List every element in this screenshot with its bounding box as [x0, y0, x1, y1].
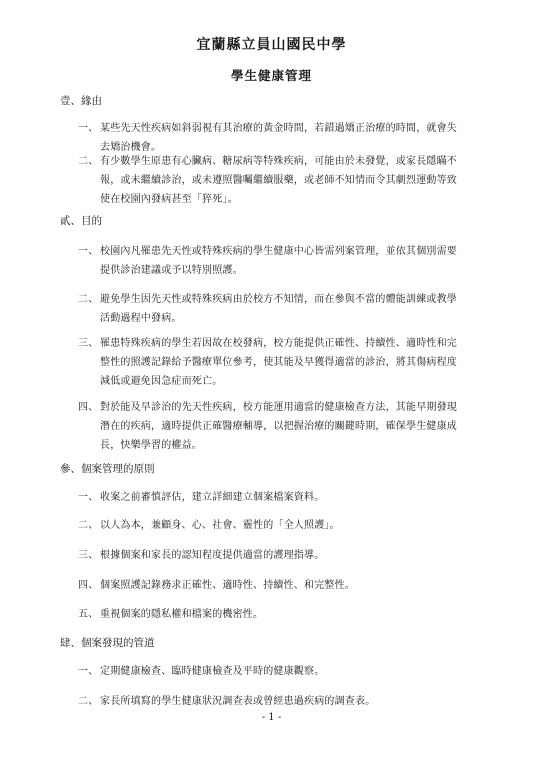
list-marker: 五、 [78, 609, 99, 620]
list-item [78, 488, 466, 507]
list-item-text: 定期健康檢查、臨時健康檢查及平時的健康觀察。 [100, 666, 325, 677]
list-item-text: 個案照護記錄務求正確性、適時性、持續性、和完整性。 [100, 580, 355, 591]
list-item-text: 罹患特殊疾病的學生若因故在校發病，校方能提供正確性、持續性、適時性和完整性的照護記錄給予醫療單位參考，使其能及早獲得適當的診治，將其傷病程度減低或避免因急症而死亡。 [100, 338, 457, 387]
list-item-text: 家長所填寫的學生健康狀況調查表或曾經患過疾病的調查表。 [100, 696, 376, 707]
list-marker: 二、 [78, 520, 99, 531]
list-item [78, 152, 466, 209]
list-marker: 一、 [78, 246, 99, 257]
list-item-text: 有少數學生原患有心臟病、糖尿病等特殊疾病，可能由於未發覺，或家長隱瞞不報，或未繼續診治，或未遵照醫囑繼續服藥，或老師不知情而令其劇烈運動等致使在校園內發病甚至「猝死」。 [100, 156, 457, 205]
page-number: - 1 - [261, 712, 282, 723]
list-marker: 二、 [78, 696, 99, 707]
list-marker: 三、 [78, 550, 99, 561]
section-heading: 肆、個案發現的管道 [60, 637, 155, 649]
list-marker: 一、 [78, 666, 99, 677]
list-item [78, 605, 466, 624]
list-marker: 四、 [78, 580, 99, 591]
section-heading: 壹、緣由 [60, 95, 102, 107]
list-item [78, 576, 466, 595]
list-item [78, 290, 466, 328]
list-item-text: 對於能及早診治的先天性疾病，校方能運用適當的健康檢查方法，其能早期發現潛在的疾病，適時提供正確醫療輔導，以把握治療的關鍵時期，確保學生健康成長，快樂學習的權益。 [100, 402, 457, 451]
list-marker: 一、 [78, 492, 99, 503]
list-item [78, 516, 466, 535]
list-item [78, 242, 466, 280]
document-subtitle: 學生健康管理 [230, 68, 312, 83]
list-marker: 二、 [78, 156, 99, 167]
list-marker: 一、 [78, 123, 99, 134]
list-item [78, 546, 466, 565]
list-item [78, 692, 466, 711]
list-item-text: 以人為本，兼顧身、心、社會、靈性的「全人照護」。 [100, 520, 340, 531]
document-title: 宜蘭縣立員山國民中學 [196, 37, 347, 53]
list-item-text: 避免學生因先天性或特殊疾病由於校方不知情，而在參與不當的體能訓練或教學活動過程中發病。 [100, 294, 457, 324]
list-item [78, 334, 466, 391]
section-heading: 參、個案管理的原則 [60, 463, 155, 475]
list-item-text: 重視個案的隱私權和檔案的機密性。 [100, 609, 264, 620]
section-heading: 貳、目的 [60, 215, 102, 227]
list-marker: 二、 [78, 294, 99, 305]
list-marker: 三、 [78, 338, 99, 349]
list-marker: 四、 [78, 402, 99, 413]
list-item-text: 校園內凡罹患先天性或特殊疾病的學生健康中心皆需列案管理，並依其個別需要提供診治建議或予以特別照護。 [100, 246, 457, 276]
list-item [78, 398, 466, 455]
list-item-text: 根據個案和家長的認知程度提供適當的護理指導。 [100, 550, 325, 561]
list-item-text: 某些先天性疾病如斜弱視有其治療的黃金時間，若錯過矯正治療的時間，就會失去矯治機會。 [100, 123, 457, 153]
list-item-text: 收案之前審慎評估，建立詳細建立個案檔案資料。 [100, 492, 325, 503]
list-item [78, 662, 466, 681]
